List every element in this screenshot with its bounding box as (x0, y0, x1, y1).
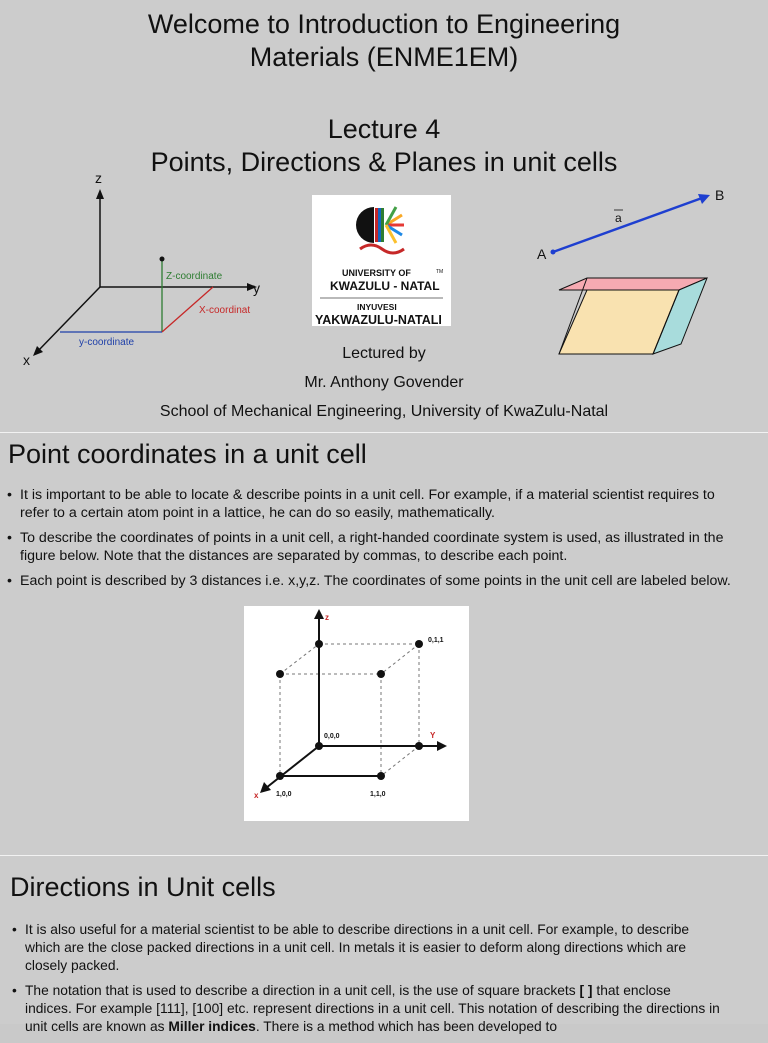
vector-start-label: A (537, 246, 547, 262)
point-label-000: 0,0,0 (324, 733, 340, 740)
point-label-100: 1,0,0 (276, 791, 292, 798)
point-coordinates-slide (0, 433, 768, 855)
vector-end-label: B (715, 187, 725, 203)
svg-text:UNIVERSITY OF: UNIVERSITY OF (342, 268, 411, 278)
x-axis-label: x (23, 352, 30, 368)
y-coordinate-label: y-coordinate (79, 337, 135, 348)
lecture-title: Lecture 4 Points, Directions & Planes in unit cells (150, 114, 618, 177)
vector-figure (530, 182, 740, 267)
bullet-list (5, 921, 720, 1043)
x-coordinate-label: X-coordinat (199, 305, 251, 316)
university-logo (312, 195, 451, 326)
svg-text:YAKWAZULU-NATALI: YAKWAZULU-NATALI (315, 313, 442, 327)
point-label-011: 0,1,1 (428, 637, 444, 644)
title-slide (0, 0, 768, 432)
bullet-item: • It is important to be able to locate & describe points in a unit cell. For example, if a material scientist requires to refer to a certain atom point in a lattice, he can do so easily, mathematically. (0, 486, 740, 522)
x-axis-label: x (254, 791, 259, 800)
z-axis-label: z (95, 170, 102, 186)
svg-text:KWAZULU - NATAL: KWAZULU - NATAL (330, 279, 440, 293)
slide-heading: Point coordinates in a unit cell (8, 439, 367, 469)
svg-text:TM: TM (436, 269, 444, 275)
lecturer-info: Lectured by Mr. Anthony Govender School of Mechanical Engineering, University of KwaZulu-Natal (159, 345, 609, 420)
unit-cell-point-coordinates-figure (244, 606, 469, 821)
z-axis-label: z (325, 613, 329, 622)
course-title: Welcome to Introduction to Engineering Materials (ENME1EM) (147, 9, 621, 72)
z-coordinate-label: Z-coordinate (166, 271, 223, 282)
y-axis-label: Y (430, 731, 436, 740)
slide-heading: Directions in Unit cells (10, 872, 276, 902)
bullet-item: • The notation that is used to describe a direction in a unit cell, is the use of square brackets [ ] that enclose indices. For example [111], [100] etc. represent directions in a unit cell. This notation of describing the directions in unit cells are known as Miller indices. There is a method which has been developed to (5, 982, 720, 1036)
point-label-110: 1,1,0 (370, 791, 386, 798)
directions-slide (0, 856, 768, 1034)
bullet-item: • Each point is described by 3 distances i.e. x,y,z. The coordinates of some points in the unit cell are labeled below. (0, 572, 740, 590)
y-axis-label: y (253, 280, 260, 296)
vector-label: a (615, 211, 622, 225)
bullet-item: • To describe the coordinates of points in a unit cell, a right-handed coordinate system is used, as illustrated in the figure below. Note that the distances are separated by commas, to describe each point. (0, 529, 740, 565)
svg-text:INYUVESI: INYUVESI (357, 302, 397, 312)
bullet-item: • It is also useful for a material scientist to be able to describe directions in a unit cell. For example, to describe which are the close packed directions in a unit cell. In metals it is easier to deform along directions which are closely packed. (5, 921, 720, 975)
bullet-list (0, 486, 740, 597)
crest-icon (312, 195, 451, 326)
